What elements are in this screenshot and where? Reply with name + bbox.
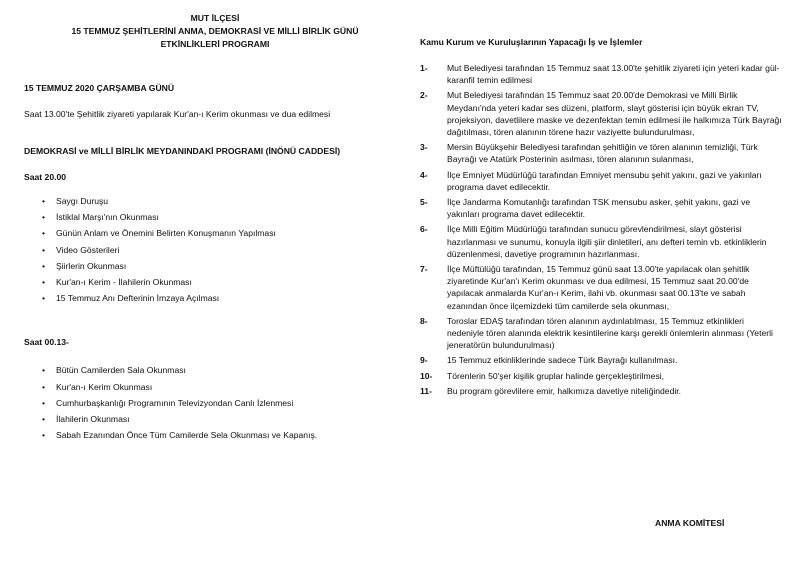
item-text: Mut Belediyesi tarafından 15 Temmuz saat 20.00'de Demokrasi ve Milli Birlik Meydanı'nda yeteri kadar ses düzeni, platform, slayt gösterisi için büyük ekran TV, projeksiyon, davetlilere maske ve dezenfektan temin edilmesi ile halkımıza Türk Bayrağı dağıtılması, tören alanının törene hazır vaziyette bulundurulması, (447, 90, 782, 138)
item-number: 11- (420, 385, 432, 396)
duties-heading: Kamu Kurum ve Kuruluşlarının Yapacağı İş ve İşlemler (420, 37, 643, 47)
bullet-icon: • (42, 228, 46, 239)
item-number: 6- (420, 224, 428, 235)
bullet-icon: • (42, 244, 46, 255)
item-number: 5- (420, 197, 428, 208)
bullet-icon: • (42, 212, 46, 223)
right-column (420, 36, 782, 400)
list-item: • Sabah Ezanından Önce Tüm Camilerde Sela Okunması ve Kapanış. (24, 427, 394, 443)
list-item (420, 141, 782, 165)
item-number: 3- (420, 142, 428, 153)
program-list-0013 (24, 362, 394, 443)
item-number: 1- (420, 63, 428, 73)
list-item: • İlahilerin Okunması (24, 411, 394, 427)
title-line-2: 15 TEMMUZ ŞEHİTLERİNİ ANMA, DEMOKRASİ VE MİLLİ BİRLİK GÜNÜ (71, 26, 359, 36)
item-text: Toroslar EDAŞ tarafından tören alanının aydınlatılması, 15 Temmuz etkinlikleri nedeniyle tören alanında elektrik kesintilerine karşı gerekli önlemlerin alınması (Yeterli jeneratörün bulundurulması) (447, 315, 773, 351)
title-line-1: MUT İLÇESİ (190, 13, 240, 23)
list-item (420, 223, 782, 260)
item-number: 8- (420, 315, 428, 326)
time-heading-0013: Saat 00.13- (24, 337, 69, 348)
bullet-icon: • (42, 196, 46, 206)
item-text: Bu program görevlilere emir, halkımıza davetiye niteliğindedir. (447, 385, 682, 396)
date-heading: 15 TEMMUZ 2020 ÇARŞAMBA GÜNÜ (24, 83, 175, 93)
item-text: İlçe Müftülüğü tarafından, 15 Temmuz günü saat 13.00'te yapılacak olan şehitlik ziyaretinde Kur'an'ı Kerim okunması ve dua edilmesi, 15 Temmuz saat 20.00'de yapılacak anmalarda Kur'an-ı Kerim, ilahi vb. okunması saat 00.13'te ve sabah ezanından önce ilçemizdeki tüm camilerde sela okunması, (447, 264, 750, 311)
item-number: 4- (420, 169, 428, 180)
list-item: • Saygı Duruşu (24, 193, 394, 209)
item-number: 7- (420, 264, 428, 275)
item-number: 10- (420, 370, 433, 381)
left-column (24, 12, 394, 443)
bullet-icon: • (42, 430, 46, 441)
list-item: • Cumhurbaşkanlığı Programının Televizyondan Canlı İzlenmesi (24, 395, 394, 411)
list-item: • Şiirlerin Okunması (24, 258, 394, 274)
item-text: İlçe Emniyet Müdürlüğü tarafından Emniyet mensubu şehit yakını, gazi ve yakınları programa davet edilecektir. (447, 169, 762, 192)
list-item (420, 385, 782, 397)
list-item (420, 196, 782, 220)
list-item: • Kur'an-ı Kerim Okunması (24, 379, 394, 395)
intro-text: Saat 13.00'te Şehitlik ziyareti yapılarak Kur'an-ı Kerim okunması ve dua edilmesi (24, 109, 331, 119)
bullet-icon: • (42, 414, 46, 425)
bullet-icon: • (42, 260, 46, 271)
bullet-icon: • (42, 365, 46, 376)
square-program-heading: DEMOKRASİ ve MİLLİ BİRLİK MEYDANINDAKİ PROGRAMI (İNÖNÜ CADDESİ) (24, 146, 341, 156)
list-item (420, 89, 782, 138)
bullet-icon: • (42, 277, 46, 288)
list-item: • Video Gösterileri (24, 242, 394, 258)
item-text: 15 Temmuz etkinliklerinde sadece Türk Bayrağı kullanılması. (447, 355, 678, 366)
list-item: • İstiklal Marşı'nın Okunması (24, 209, 394, 225)
list-item: • Bütün Camilerden Sala Okunması (24, 362, 394, 378)
document-title (24, 12, 394, 51)
list-item (420, 62, 782, 86)
list-item (420, 263, 782, 312)
time-heading-2000: Saat 20.00 (24, 172, 67, 182)
list-item (420, 370, 782, 382)
program-list-2000 (24, 193, 394, 306)
list-item (420, 315, 782, 352)
committee-signature: ANMA KOMİTESİ (655, 518, 725, 528)
list-item: • 15 Temmuz Anı Defterinin İmzaya Açılması (24, 290, 394, 306)
item-text: Mersin Büyükşehir Belediyesi tarafından şehitliğin ve tören alanının temizliği, Türk Bayrağı ve Atatürk Posterinin asılması, tören alanının sulanması, (447, 142, 758, 165)
list-item: • Günün Anlam ve Önemini Belirten Konuşmanın Yapılması (24, 225, 394, 241)
bullet-icon: • (42, 293, 46, 304)
item-number: 2- (420, 90, 428, 101)
title-line-3: ETKİNLİKLERİ PROGRAMI (160, 39, 270, 49)
bullet-icon: • (42, 381, 46, 392)
bullet-icon: • (42, 397, 46, 408)
list-item (420, 354, 782, 366)
item-text: İlçe Jandarma Komutanlığı tarafından TSK mensubu asker, şehit yakını, gazi ve yakınları programa davet edilecektir. (447, 197, 751, 220)
item-text: İlçe Milli Eğitim Müdürlüğü tarafından sunucu görevlendirilmesi, slayt gösterisi hazırlanması ve sunumu, konuyla ilgili şiir dinletileri, anı defteri temin vb. etkinliklerin düzenlenmesi, davetiye programının hazırlanması. (447, 224, 767, 259)
duties-list (420, 62, 782, 397)
item-number: 9- (420, 355, 428, 366)
item-text: Mut Belediyesi tarafından 15 Temmuz saat 13.00'te şehitlik ziyareti için yeteri kadar gül-karanfil temin edilmesi (447, 63, 780, 86)
list-item (420, 169, 782, 193)
list-item: • Kur'an-ı Kerim - İlahilerin Okunması (24, 274, 394, 290)
item-text: Törenlerin 50'şer kişilik gruplar halinde gerçekleştirilmesi, (447, 370, 665, 381)
